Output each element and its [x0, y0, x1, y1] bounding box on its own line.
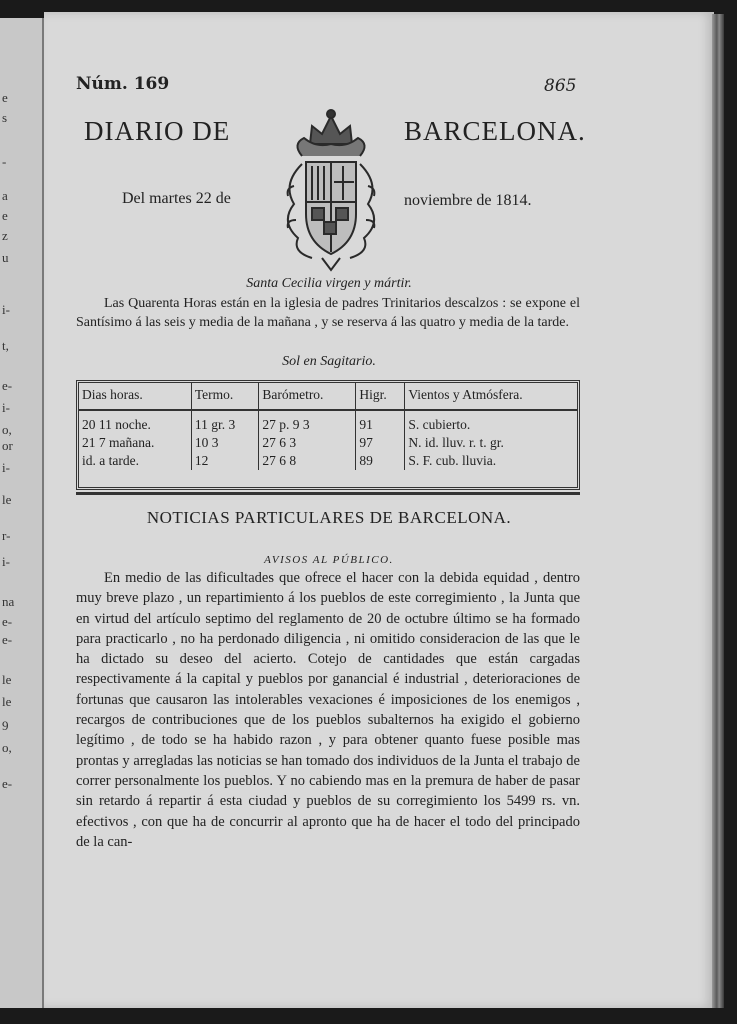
masthead-title-left: DIARIO DE: [84, 116, 231, 146]
left-page-fragment: or: [2, 438, 13, 453]
left-page-fragment: e: [2, 90, 8, 105]
weather-cell: id. a tarde.: [79, 452, 191, 470]
left-page-fragment: i-: [2, 302, 10, 317]
left-page-fragment: i-: [2, 460, 10, 475]
coat-of-arms-icon: [272, 104, 390, 274]
weather-table: [76, 380, 580, 490]
date-left: Del martes 22 de: [122, 190, 231, 207]
sun-sign: Sol en Sagitario.: [282, 354, 376, 369]
saint-of-day: Santa Cecilia virgen y mártir.: [246, 276, 412, 291]
left-page-fragment: o,: [2, 422, 12, 437]
divider-rule: [76, 492, 580, 495]
left-page-fragment: e-: [2, 632, 13, 647]
weather-cell: S. cubierto.: [408, 417, 471, 432]
weather-header-cell: Vientos y Atmósfera.: [405, 383, 577, 410]
weather-row: [79, 452, 577, 470]
left-page-fragment: o,: [2, 740, 12, 755]
left-page-fragment: a: [2, 188, 8, 203]
masthead-title-right: BARCELONA.: [404, 116, 586, 146]
weather-cell: 21 7 mañana.: [79, 434, 191, 452]
page-number: 865: [544, 76, 577, 96]
left-page-fragment: -: [2, 154, 7, 169]
weather-cell: 12: [191, 452, 258, 470]
page-stack-edge: [712, 14, 724, 1008]
left-page-fragment: le: [2, 492, 12, 507]
weather-cell: 11 gr. 3: [191, 410, 258, 434]
weather-header-cell: Higr.: [356, 383, 405, 410]
weather-header-cell: Termo.: [191, 383, 258, 410]
left-page-fragment: i-: [2, 554, 10, 569]
left-page-fragment: e: [2, 208, 8, 223]
forty-hours-notice: Las Quarenta Horas están en la iglesia de padres Trinitarios descalzos : se expone el Santísimo á las seis y media de la mañana , y se reserva á las quatro y media de la tarde.: [76, 296, 580, 330]
issue-number: Núm. 169: [76, 74, 170, 94]
weather-cell: 27 p. 9 3: [259, 410, 356, 434]
left-page-fragment: e-: [2, 378, 13, 393]
newspaper-page: [44, 12, 714, 1008]
weather-cell: 20 11 noche.: [79, 410, 191, 434]
left-page-fragment: le: [2, 672, 12, 687]
left-page-fragment: le: [2, 694, 12, 709]
left-page-fragment: s: [2, 110, 8, 125]
weather-header-cell: Dias horas.: [79, 383, 191, 410]
left-page-fragment: e-: [2, 614, 13, 629]
weather-cell: 10 3: [191, 434, 258, 452]
weather-cell: 27 6 3: [259, 434, 356, 452]
left-page-fragment: 9: [2, 718, 9, 733]
weather-cell: 27 6 8: [259, 452, 356, 470]
weather-cell: 97: [356, 434, 405, 452]
left-page-edge: [0, 18, 44, 1008]
weather-cell: 91: [356, 410, 405, 434]
weather-row: [79, 410, 577, 434]
left-page-fragment: e-: [2, 776, 13, 791]
left-page-fragment: i-: [2, 400, 10, 415]
left-page-fragment: r-: [2, 528, 11, 543]
date-right: noviembre de 1814.: [404, 192, 532, 209]
weather-cell: S. F. cub. lluvia.: [408, 453, 497, 468]
weather-cell: 89: [356, 452, 405, 470]
weather-header-cell: Barómetro.: [259, 383, 356, 410]
left-page-fragment: u: [2, 250, 9, 265]
weather-cell: N. id. lluv. r. t. gr.: [408, 435, 504, 450]
left-page-fragment: t,: [2, 338, 9, 353]
section-title: NOTICIAS PARTICULARES DE BARCELONA.: [146, 508, 512, 527]
left-page-fragment: z: [2, 228, 8, 243]
article-body: En medio de las dificultades que ofrece el hacer con la debida equidad , dentro muy breve plazo , un repartimiento á los pueblos de este corregimiento , la Junta que en virtud del artículo septimo del reglamento de 20 de octubre último se ha formado para practicarlo , no ha perdonado diligencia , ni omitido consideracion de las que le ha dictado su deseo del acierto. Cotejo de cantidades que están cargadas respectivamente á la capital y pueblos por ganancial é industrial , deterioraciones de fortunas que causaron las intolerables vexaciones é imposiciones de los enemigos , recargos de contribuciones que de los pueblos subalternos ha exigido el gobierno legítimo , de todo se ha habido razon , y para obtener quanto fuese posible mas prontas y arregladas las noticias se han tomado dos individuos de la Junta el trabajo de correr personalmente los pueblos. Y no cabiendo mas en la premura de haber de pasar sin retardo á repartir á esta ciudad y pueblos de su corregimiento los 5499 rs. vn. efectivos , con que ha de concurrir al apronto que ha de hacer el todo del principado de la can-: [76, 570, 580, 850]
weather-row: [79, 434, 577, 452]
left-page-fragment: na: [2, 594, 15, 609]
avisos-heading: AVISOS AL PÚBLICO.: [264, 554, 394, 566]
